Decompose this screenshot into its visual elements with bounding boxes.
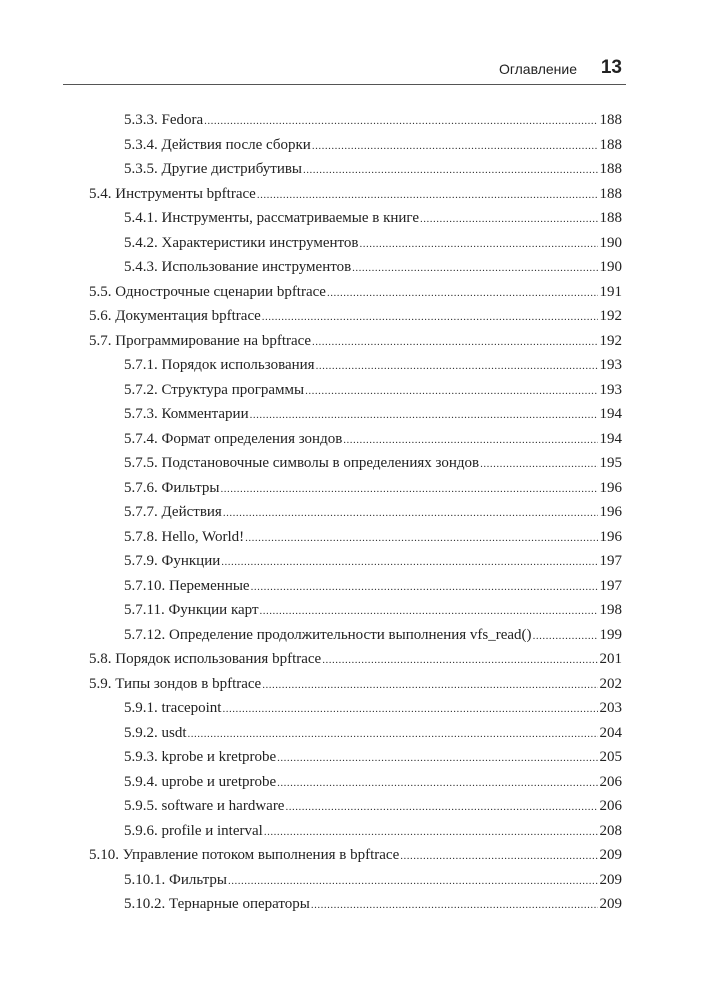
toc-entry-page: 205	[599, 749, 622, 765]
toc-dot-leader	[221, 550, 597, 575]
toc-entry	[0, 843, 622, 868]
toc-entry-page: 196	[599, 504, 622, 520]
toc-dot-leader	[245, 526, 597, 551]
toc-entry-label: 5.7.3. Комментарии	[124, 406, 249, 422]
toc-entry-page: 196	[599, 528, 622, 545]
toc-entry-page: 188	[599, 112, 622, 128]
toc-dot-leader	[311, 893, 598, 918]
toc-entry-page: 188	[599, 136, 622, 153]
toc-dot-leader	[359, 232, 597, 257]
toc-entry-page: 209	[599, 847, 622, 863]
toc-entry-label: 5.4.1. Инструменты, рассматриваемые в книге	[124, 210, 420, 226]
toc-entry-label: 5.6. Документация bpftrace	[89, 308, 261, 324]
toc-entry-label: 5.10.2. Тернарные операторы	[124, 896, 310, 912]
toc-entry	[0, 647, 622, 672]
toc-entry-label: 5.4.2. Характеристики инструментов	[124, 234, 359, 251]
toc-dot-leader	[312, 330, 598, 355]
toc-entry	[0, 157, 622, 182]
toc-entry-label: 5.7.4. Формат определения зондов	[124, 430, 343, 447]
toc-entry-label: 5.9.5. software и hardware	[124, 798, 285, 814]
toc-entry-label: 5.7.6. Фильтры	[124, 479, 220, 496]
toc-entry-page: 190	[599, 259, 622, 275]
toc-entry-page: 192	[599, 308, 622, 324]
toc-entry-label: 5.7.1. Порядок использования	[124, 357, 315, 373]
toc-entry-label: 5.7.7. Действия	[124, 504, 222, 520]
toc-entry-label: 5.9.2. usdt	[124, 724, 187, 741]
toc-entry	[0, 745, 622, 770]
toc-entry	[0, 255, 622, 280]
toc-entry	[0, 353, 622, 378]
toc-entry	[0, 451, 622, 476]
toc-dot-leader	[327, 281, 598, 306]
toc-entry-page: 190	[599, 234, 622, 251]
toc-dot-leader	[262, 673, 597, 698]
toc-dot-leader	[420, 207, 597, 232]
toc-entry-page: 194	[599, 430, 622, 447]
toc-entry	[0, 549, 622, 574]
toc-entry-label: 5.9. Типы зондов в bpftrace	[89, 675, 262, 692]
toc-entry	[0, 892, 622, 917]
toc-dot-leader	[222, 697, 597, 722]
toc-entry	[0, 378, 622, 403]
toc-entry-label: 5.5. Однострочные сценарии bpftrace	[89, 283, 326, 300]
toc-dot-leader	[228, 869, 598, 894]
toc-entry-label: 5.9.3. kprobe и kretprobe	[124, 749, 277, 765]
toc-dot-leader	[312, 134, 598, 159]
toc-entry	[0, 280, 622, 305]
toc-entry	[0, 525, 622, 550]
toc-dot-leader	[262, 305, 598, 330]
toc-entry	[0, 623, 622, 648]
toc-entry-label: 5.3.3. Fedora	[124, 112, 204, 128]
toc-entry-label: 5.7.12. Определение продолжительности выполнения vfs_read()	[124, 626, 532, 643]
toc-entry	[0, 672, 622, 697]
toc-entry-label: 5.7.9. Функции	[124, 553, 221, 569]
toc-entry	[0, 427, 622, 452]
toc-entry-label: 5.7.2. Структура программы	[124, 381, 305, 398]
toc-entry	[0, 696, 622, 721]
toc-entry	[0, 182, 622, 207]
toc-dot-leader	[400, 844, 597, 869]
toc-entry-label: 5.8. Порядок использования bpftrace	[89, 651, 322, 667]
running-title: Оглавление	[498, 61, 577, 77]
toc-entry-page: 209	[599, 871, 622, 888]
toc-dot-leader	[480, 452, 597, 477]
toc-entry-label: 5.4. Инструменты bpftrace	[89, 185, 256, 202]
toc-entry-page: 191	[599, 283, 622, 300]
toc-entry-label: 5.7.11. Функции карт	[124, 602, 259, 618]
toc-entry-page: 195	[599, 455, 622, 471]
toc-dot-leader	[305, 379, 597, 404]
toc-dot-leader	[343, 428, 597, 453]
toc-entry-label: 5.10. Управление потоком выполнения в bpftrace	[89, 847, 400, 863]
toc-entry-page: 206	[599, 773, 622, 790]
toc-entry-page: 203	[599, 700, 622, 716]
toc-entry-label: 5.9.4. uprobe и uretprobe	[124, 773, 277, 790]
toc-entry-label: 5.7. Программирование на bpftrace	[89, 332, 311, 349]
toc-entry	[0, 770, 622, 795]
toc-entry-page: 201	[599, 651, 622, 667]
toc-entry	[0, 819, 622, 844]
toc-entry-page: 193	[599, 381, 622, 398]
toc-entry-label: 5.3.4. Действия после сборки	[124, 136, 311, 153]
page-number: 13	[600, 57, 622, 78]
toc-dot-leader	[223, 501, 598, 526]
header-rule	[63, 84, 626, 85]
toc-entry-label: 5.7.5. Подстановочные символы в определениях зондов	[124, 455, 480, 471]
toc-entry	[0, 206, 622, 231]
toc-dot-leader	[285, 795, 597, 820]
toc-dot-leader	[277, 746, 597, 771]
toc-entry-label: 5.10.1. Фильтры	[124, 871, 227, 888]
toc-entry	[0, 329, 622, 354]
toc-entry	[0, 868, 622, 893]
toc-dot-leader	[303, 158, 597, 183]
toc-entry-page: 206	[599, 798, 622, 814]
toc-entry-page: 192	[599, 332, 622, 349]
toc-entry-page: 197	[599, 577, 622, 594]
toc-entry-page: 193	[599, 357, 622, 373]
toc-entry-page: 188	[599, 185, 622, 202]
toc-entry-label: 5.9.1. tracepoint	[124, 700, 222, 716]
toc-entry	[0, 304, 622, 329]
toc-dot-leader	[277, 771, 597, 796]
toc-dot-leader	[352, 256, 597, 281]
toc-entry-page: 196	[599, 479, 622, 496]
toc-entry-label: 5.7.10. Переменные	[124, 577, 250, 594]
toc-dot-leader	[220, 477, 597, 502]
toc-entry-page: 208	[599, 822, 622, 839]
toc-entry-page: 198	[599, 602, 622, 618]
toc-dot-leader	[260, 599, 598, 624]
toc-dot-leader	[188, 722, 598, 747]
toc-dot-leader	[322, 648, 597, 673]
toc-dot-leader	[533, 624, 598, 649]
toc-entry	[0, 598, 622, 623]
toc-entry	[0, 231, 622, 256]
toc-entry-label: 5.3.5. Другие дистрибутивы	[124, 161, 303, 177]
toc-entry-page: 188	[599, 210, 622, 226]
toc-entry	[0, 476, 622, 501]
toc-entry-label: 5.4.3. Использование инструментов	[124, 259, 352, 275]
toc-entry	[0, 108, 622, 133]
toc-entry-page: 202	[599, 675, 622, 692]
toc-entry-label: 5.9.6. profile и interval	[124, 822, 263, 839]
toc-entry-page: 204	[599, 724, 622, 741]
toc-entry	[0, 402, 622, 427]
toc-entry-label: 5.7.8. Hello, World!	[124, 528, 245, 545]
toc-entry-page: 199	[599, 626, 622, 643]
toc-dot-leader	[251, 575, 598, 600]
toc-entry	[0, 721, 622, 746]
toc-dot-leader	[264, 820, 598, 845]
toc-dot-leader	[257, 183, 598, 208]
toc-entry-page: 188	[599, 161, 622, 177]
toc-entry	[0, 574, 622, 599]
table-of-contents	[0, 108, 708, 917]
toc-entry-page: 194	[599, 406, 622, 422]
running-head	[0, 58, 625, 82]
toc-entry	[0, 133, 622, 158]
toc-dot-leader	[204, 109, 597, 134]
toc-dot-leader	[250, 403, 598, 428]
toc-entry	[0, 500, 622, 525]
toc-entry-page: 209	[599, 896, 622, 912]
toc-entry-page: 197	[599, 553, 622, 569]
toc-dot-leader	[316, 354, 598, 379]
toc-entry	[0, 794, 622, 819]
